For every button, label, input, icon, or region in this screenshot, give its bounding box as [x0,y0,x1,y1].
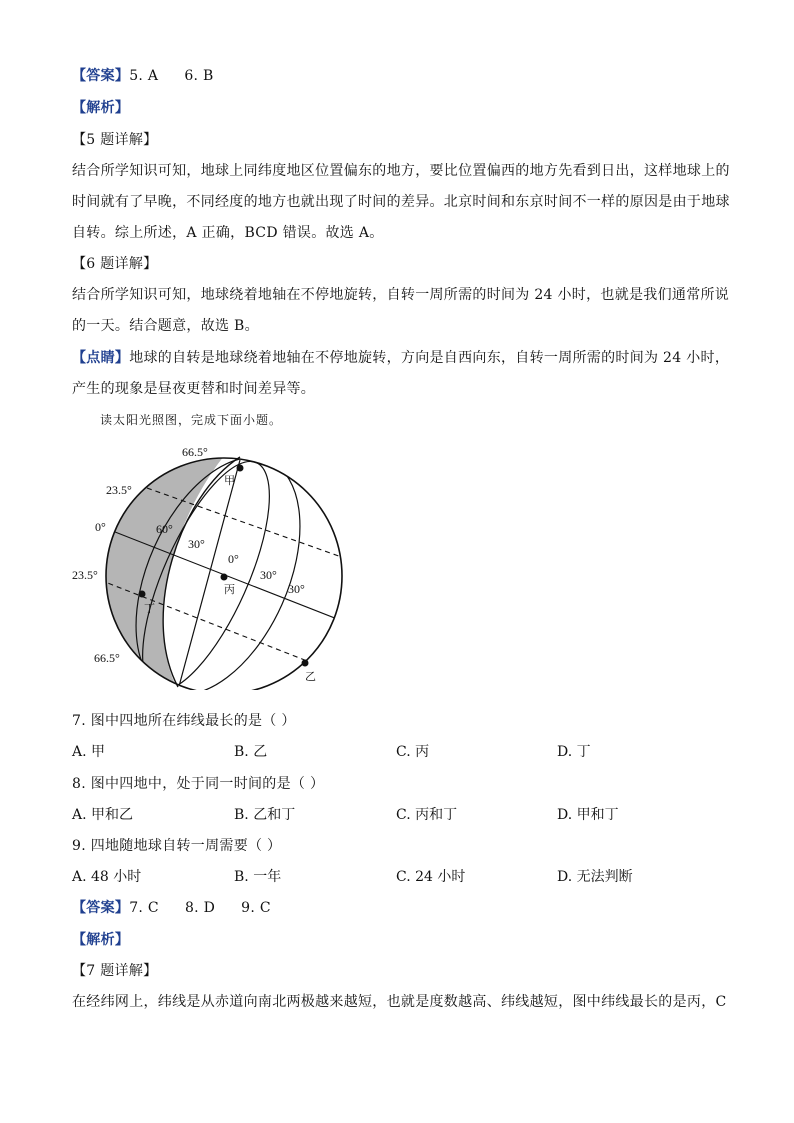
label-point-bing: 丙 [224,583,235,596]
tip-text-1: 地球的自转是地球绕着地轴在不停地旋转，方向是自西向东，自转一周所需的时间为 24 小时， [129,350,730,366]
q9-option-b: B. 一年 [234,869,282,885]
detail-5-line-1: 结合所学知识可知，地球上同纬度地区位置偏东的地方，要比位置偏西的地方先看到日出，这样地球上的 [72,163,730,179]
tip-line-1 [72,348,729,368]
q9-option-a: A. 48 小时 [72,869,142,885]
detail-7-line-1: 在经纬网上，纬线是从赤道向南北两极越来越短，也就是度数越高、纬线越短，图中纬线最长的是丙，C [72,994,727,1010]
sunlight-globe-diagram [60,438,360,690]
label-lat-66-5-south: 66.5° [94,651,120,665]
answer-9: 9. C [241,900,271,916]
q8-option-a: A. 甲和乙 [72,807,134,823]
question-9-stem: 9. 四地随地球自转一周需要（ ） [72,838,282,854]
night-region [60,438,240,690]
q8-option-c: C. 丙和丁 [396,807,458,823]
detail-6-line-2: 的一天。结合题意，故选 B。 [72,318,259,334]
label-lon-30-west: 30° [188,537,205,551]
detail-6-line-1: 结合所学知识可知，地球绕着地轴在不停地旋转，自转一周所需的时间为 24 小时，也就是我们通常所说 [72,287,730,303]
q9-option-d: D. 无法判断 [557,869,633,885]
tip-line-2: 产生的现象是昼夜更替和时间差异等。 [72,381,316,397]
label-point-yi: 乙 [305,670,316,683]
label-lon-30-east: 30° [260,568,277,582]
q7-option-d: D. 丁 [557,744,591,760]
label-lat-66-5-north: 66.5° [182,445,208,459]
label-lat-23-5-south: 23.5° [72,568,98,582]
answer-line-7-9 [72,898,271,918]
detail-6-title: 【6 题详解】 [72,256,158,272]
analysis-heading-2: 【解析】 [72,932,130,948]
q7-option-c: C. 丙 [396,744,430,760]
q8-option-d: D. 甲和丁 [557,807,619,823]
point-yi-marker [302,660,309,667]
detail-5-line-2: 时间就有了早晚，不同经度的地方也就出现了时间的差异。北京时间和东京时间不一样的原因是由于地球 [72,194,730,210]
detail-5-line-3: 自转。综上所述，A 正确，BCD 错误。故选 A。 [72,225,384,241]
point-bing-marker [221,574,228,581]
label-lat-0: 0° [95,520,106,534]
q7-option-a: A. 甲 [72,744,106,760]
detail-5-title: 【5 题详解】 [72,132,158,148]
diagram-instruction: 读太阳光照图，完成下面小题。 [100,413,283,427]
q7-option-b: B. 乙 [234,744,268,760]
answer-5: 5. A [129,68,159,84]
question-8-stem: 8. 图中四地中，处于同一时间的是（ ） [72,776,325,792]
label-point-jia: 甲 [224,474,235,487]
answer-tag: 【答案】 [72,68,130,84]
point-jia-marker [237,465,244,472]
answer-line-5-6 [72,66,214,86]
q9-option-c: C. 24 小时 [396,869,466,885]
label-lon-30-east-2: 30° [288,582,305,596]
tip-tag: 【点睛】 [72,350,130,366]
answer-8: 8. D [184,900,216,916]
q8-option-b: B. 乙和丁 [234,807,296,823]
label-lon-60: 60° [156,522,173,536]
label-point-ding: 丁 [144,602,155,615]
point-ding-marker [139,591,146,598]
answer-7: 7. C [129,900,159,916]
analysis-heading: 【解析】 [72,100,130,116]
answer-6: 6. B [184,68,214,84]
detail-7-title: 【7 题详解】 [72,963,158,979]
label-lon-0: 0° [228,552,239,566]
label-lat-23-5-north: 23.5° [106,483,132,497]
answer-tag-2: 【答案】 [72,900,130,916]
question-7-stem: 7. 图中四地所在纬线最长的是（ ） [72,713,296,729]
